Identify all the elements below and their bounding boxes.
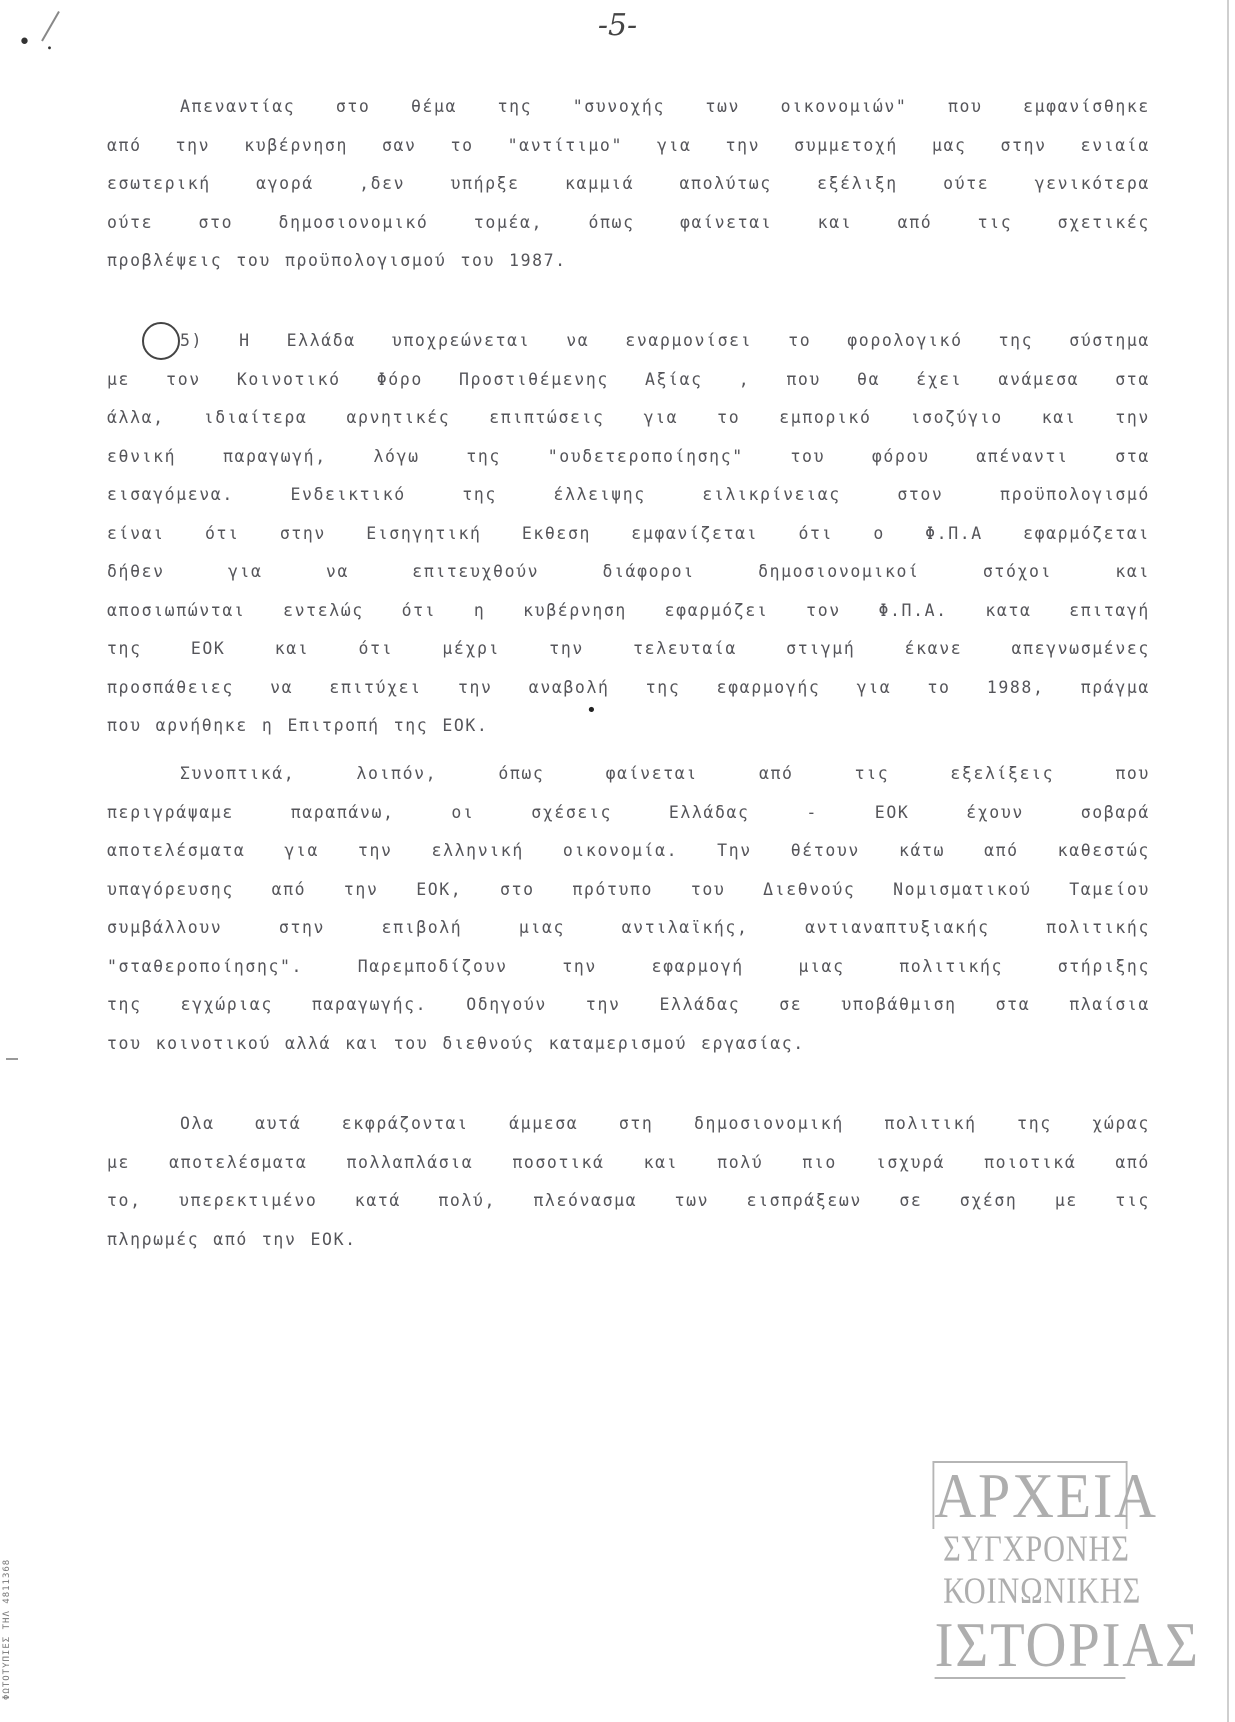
word: καθεστώς: [1057, 841, 1150, 860]
word: όπως: [498, 764, 545, 783]
word: χώρας: [1092, 1114, 1150, 1133]
word: αυτά: [255, 1114, 302, 1133]
word: ΕΟΚ: [190, 639, 226, 658]
stamp-line-4: ΙΣΤΟΡΙΑΣ: [934, 1610, 1200, 1680]
word: Απεναντίας: [180, 97, 296, 116]
word: δημοσιονομική: [693, 1114, 844, 1133]
word: τομέα,: [473, 212, 544, 232]
word: θα: [857, 369, 881, 389]
word: την: [549, 639, 584, 658]
word: ότι: [798, 523, 834, 543]
word: ελληνική: [431, 841, 524, 860]
word: τις: [977, 212, 1013, 232]
corner-mark: • .: [18, 30, 57, 55]
word: για: [643, 408, 679, 427]
word: την: [457, 677, 493, 697]
word: Νομισματικού: [893, 879, 1032, 899]
word: ΕΟΚ: [874, 802, 910, 822]
word: απεγνωσμένες: [1011, 639, 1150, 658]
word: αρνήθηκε: [155, 716, 248, 735]
word: από: [271, 879, 307, 899]
word: αποτελέσματα: [169, 1152, 308, 1172]
text-line: [107, 630, 1150, 669]
word: δημοσιονομικό: [278, 212, 429, 232]
word: από: [1115, 1152, 1150, 1172]
word: της: [107, 995, 142, 1014]
word: αντιλαϊκής,: [621, 918, 749, 937]
word: όπως: [588, 212, 635, 232]
word: και: [345, 1033, 380, 1053]
word: κατά: [354, 1191, 401, 1210]
word: από: [897, 212, 933, 232]
word: Φ.Π.Α.: [878, 600, 948, 620]
word: της: [462, 485, 497, 504]
text-line: [107, 794, 1150, 833]
word: σύστημα: [1069, 331, 1150, 350]
word: άμμεσα: [509, 1114, 579, 1133]
paragraph-2: [107, 322, 1150, 746]
word: ΕΟΚ,: [416, 879, 463, 899]
word: στον: [897, 485, 944, 504]
word: ούτε: [943, 174, 990, 193]
word: πολύ: [717, 1152, 764, 1172]
word: διεθνούς: [442, 1033, 535, 1053]
word: φαίνεται: [680, 212, 773, 232]
word: συμβάλλουν: [107, 918, 223, 937]
word: Διεθνούς: [763, 879, 856, 899]
word: επιτύχει: [329, 677, 422, 697]
word: Η: [239, 331, 251, 350]
word: διάφοροι: [602, 562, 695, 581]
word: αποσιωπώνται: [107, 600, 246, 620]
word: τον: [806, 600, 841, 620]
word: 1987.: [509, 251, 567, 270]
word: Φ.Π.Α: [925, 523, 983, 543]
word: αντιαναπτυξιακής: [805, 918, 990, 937]
word: πράγμα: [1080, 677, 1150, 697]
word: την: [357, 841, 393, 860]
word: Παρεμποδίζουν: [357, 956, 508, 976]
text-line: [107, 361, 1150, 400]
text-line: [107, 592, 1150, 631]
word: στόχοι: [982, 562, 1053, 581]
word: πολιτικής: [1046, 918, 1150, 937]
word: για: [656, 135, 692, 155]
word: με: [1054, 1191, 1078, 1210]
word: σε: [779, 995, 803, 1014]
word: "αντίτιμο": [507, 135, 623, 155]
word: στην: [279, 523, 326, 543]
word: λόγω: [373, 446, 420, 466]
word: παραγωγής.: [311, 995, 428, 1014]
ink-dot-mark: •: [586, 700, 597, 721]
word: επιταγή: [1069, 600, 1150, 620]
word: πολιτική: [884, 1114, 977, 1133]
word: Φόρο: [376, 369, 423, 389]
word: επιτευχθούν: [412, 562, 540, 581]
word: δημοσιονομικοί: [758, 562, 920, 581]
word: κοινοτικού: [155, 1033, 271, 1053]
word: συμμετοχή: [794, 135, 898, 155]
word: τις: [854, 764, 890, 783]
word: κατα: [985, 600, 1032, 620]
text-line: [107, 755, 1150, 794]
word: ΕΟΚ.: [442, 716, 489, 735]
word: "ουδετεροποίησης": [547, 446, 744, 466]
word: του: [460, 251, 496, 270]
word: σχέση: [959, 1191, 1018, 1210]
word: προβλέψεις: [107, 251, 223, 270]
word: που: [947, 97, 983, 116]
word: το: [788, 331, 812, 350]
text-line: [107, 438, 1150, 477]
word: στην: [1000, 135, 1047, 155]
word: Ελλάδας: [668, 802, 750, 822]
word: Ελλάδας: [659, 995, 741, 1014]
text-line: [107, 1221, 1150, 1260]
word: Ελλάδα: [286, 331, 356, 350]
word: προϋπολογισμού: [284, 251, 447, 270]
word: Ενδεικτικό: [290, 485, 406, 504]
word: μας: [931, 135, 967, 155]
word: στη: [618, 1114, 654, 1133]
word: μέχρι: [442, 639, 501, 658]
text-line: [107, 553, 1150, 592]
word: σοβαρά: [1080, 802, 1150, 822]
word: στιγμή: [786, 639, 856, 658]
word: απολύτως: [679, 174, 772, 193]
word: με: [107, 1152, 131, 1172]
word: περιγράψαμε: [107, 802, 234, 822]
word: Ταμείου: [1069, 879, 1150, 899]
word: ότι: [401, 600, 437, 620]
word: προσπάθειες: [107, 677, 234, 697]
word: ειλικρίνειας: [702, 485, 841, 504]
word: και: [817, 212, 853, 232]
word: επιβολή: [381, 918, 463, 937]
word: τελευταία: [633, 639, 737, 658]
word: εντελώς: [283, 600, 364, 620]
word: πολλαπλάσια: [346, 1152, 474, 1172]
word: στην: [278, 918, 326, 937]
word: το,: [107, 1191, 142, 1210]
word: θέμα: [410, 97, 458, 116]
paragraph-4: [107, 1105, 1150, 1259]
word: από: [984, 841, 1019, 860]
word: κάτω: [898, 841, 946, 860]
word: φαίνεται: [605, 764, 698, 783]
word: έχουν: [966, 802, 1024, 822]
word: σαν: [381, 135, 417, 155]
word: από: [213, 1229, 248, 1249]
word: γενικότερα: [1034, 174, 1150, 193]
text-line: [107, 322, 1150, 361]
word: των: [674, 1191, 710, 1210]
word: εξελίξεις: [950, 764, 1055, 783]
word: τις: [1115, 1191, 1150, 1210]
word: θέτουν: [790, 841, 860, 860]
word: εναρμονίσει: [625, 331, 753, 350]
word: εφαρμογής: [716, 677, 821, 697]
word: ,δεν: [359, 174, 406, 193]
word: "σταθεροποίησης".: [107, 956, 304, 976]
paragraph-3: [107, 755, 1150, 1063]
word: να: [566, 331, 590, 350]
word: ισοζύγιο: [910, 408, 1003, 427]
word: παραπάνω,: [290, 802, 395, 822]
text-line: [107, 399, 1150, 438]
word: 5): [180, 331, 204, 350]
word: Αξίας: [644, 369, 703, 389]
stamp-line-2: ΣΥΓΧΡΟΝΗΣ: [943, 1529, 1130, 1570]
word: εισπράξεων: [746, 1191, 862, 1210]
word: -: [806, 802, 818, 822]
word: πολύ,: [438, 1191, 496, 1210]
word: αναβολή: [528, 677, 610, 697]
word: για: [284, 841, 319, 860]
word: άλλα,: [107, 408, 165, 427]
word: η: [473, 600, 486, 620]
word: την: [261, 1229, 297, 1249]
word: την: [585, 995, 621, 1014]
word: και: [643, 1152, 679, 1172]
text-line: [107, 1105, 1150, 1144]
word: μιας: [518, 918, 566, 937]
word: της: [998, 331, 1034, 350]
word: κυβέρνηση: [244, 135, 348, 155]
word: μιας: [798, 956, 845, 976]
word: για: [227, 562, 263, 581]
stamp-line-3: ΚΟΙΝΩΝΙΚΗΣ: [943, 1571, 1142, 1612]
word: στα: [1115, 446, 1150, 466]
word: της: [107, 639, 142, 658]
word: ισχυρά: [875, 1152, 946, 1172]
paragraph-1: [107, 88, 1150, 281]
word: οικονομιών": [780, 97, 908, 116]
word: έκανε: [904, 639, 963, 658]
word: εγχώριας: [180, 995, 273, 1014]
word: που: [107, 716, 142, 735]
text-line: [107, 871, 1150, 910]
word: εκφράζονται: [341, 1114, 469, 1133]
word: πλεόνασμα: [533, 1191, 638, 1210]
word: την: [1115, 408, 1150, 427]
word: του: [790, 446, 826, 466]
word: πλαίσια: [1069, 995, 1150, 1014]
text-line: [107, 948, 1150, 987]
word: δήθεν: [107, 562, 165, 581]
word: πληρωμές: [107, 1229, 200, 1249]
word: οι: [451, 802, 475, 822]
word: καταμερισμού: [548, 1033, 687, 1053]
text-line: [107, 1182, 1150, 1221]
word: πρότυπο: [572, 879, 654, 899]
word: εισαγόμενα.: [107, 485, 234, 504]
word: σε: [899, 1191, 923, 1210]
word: ενιαία: [1080, 135, 1150, 155]
word: υπερεκτιμένο: [179, 1191, 318, 1210]
word: το: [450, 135, 474, 155]
page-number: -5-: [597, 8, 638, 43]
word: φορολογικό: [847, 331, 963, 350]
word: της: [1017, 1114, 1052, 1133]
word: έλλειψης: [553, 485, 646, 504]
word: εφαρμόζεται: [1023, 523, 1150, 543]
word: την: [725, 135, 761, 155]
word: παραγωγή,: [222, 446, 327, 466]
word: εργασίας.: [701, 1033, 805, 1053]
word: 1988,: [986, 677, 1045, 697]
word: Την: [717, 841, 752, 860]
word: πιο: [802, 1152, 837, 1172]
text-line: [107, 242, 1150, 281]
text-line: [107, 1025, 1150, 1064]
text-line: [107, 476, 1150, 515]
word: εξέλιξη: [817, 174, 898, 193]
word: εθνική: [107, 446, 177, 466]
text-line: [107, 986, 1150, 1025]
word: καμμιά: [565, 174, 635, 193]
word: οικονομία.: [562, 841, 679, 860]
word: Επιτροπή: [287, 716, 380, 735]
word: της: [466, 446, 501, 466]
text-line: [107, 1144, 1150, 1183]
word: από: [758, 764, 794, 783]
word: έχει: [916, 369, 963, 389]
word: εφαρμόζει: [664, 600, 769, 620]
word: σχέσεις: [531, 802, 612, 822]
word: αγορά: [256, 174, 314, 193]
word: "συνοχής: [572, 97, 665, 116]
word: του: [690, 879, 726, 899]
word: υπαγόρευσης: [107, 879, 234, 899]
word: από: [107, 135, 142, 155]
word: την: [343, 879, 379, 899]
word: εμφανίζεται: [631, 523, 759, 543]
stamp-line-1: ΑΡΧΕΙΑ: [934, 1461, 1158, 1531]
page-edge: [1227, 0, 1229, 1722]
word: Κοινοτικό: [236, 369, 341, 389]
word: σχετικές: [1057, 212, 1150, 232]
text-line: [107, 165, 1150, 204]
word: εσωτερική: [107, 174, 211, 193]
text-line: [107, 515, 1150, 554]
word: το: [717, 408, 741, 427]
word: και: [1115, 562, 1150, 581]
word: στα: [1115, 369, 1150, 389]
word: ,: [738, 369, 751, 389]
word: ότι: [204, 523, 240, 543]
word: υποχρεώνεται: [391, 331, 531, 350]
word: που: [786, 369, 821, 389]
word: Εκθεση: [521, 523, 592, 543]
word: απέναντι: [976, 446, 1069, 466]
word: αποτελέσματα: [107, 841, 246, 860]
word: ούτε: [107, 212, 154, 232]
word: κυβέρνηση: [523, 600, 627, 620]
word: να: [325, 562, 349, 581]
word: του: [393, 1033, 429, 1053]
word: που: [1115, 764, 1150, 783]
word: με: [107, 369, 131, 389]
text-line: [107, 669, 1150, 708]
text-line: [107, 204, 1150, 243]
text-line: [107, 832, 1150, 871]
word: ποιοτικά: [984, 1152, 1077, 1172]
word: της: [645, 677, 681, 697]
margin-tick: [6, 1058, 18, 1060]
archive-stamp: [924, 1461, 1200, 1680]
word: των: [705, 97, 741, 116]
word: η: [261, 716, 274, 735]
text-line: [107, 707, 1150, 746]
word: στο: [198, 212, 234, 232]
word: και: [1041, 408, 1077, 427]
word: στο: [500, 879, 535, 899]
word: ιδιαίτερα: [203, 408, 308, 427]
word: ανάμεσα: [998, 369, 1080, 389]
text-line: [107, 127, 1150, 166]
text-line: [107, 88, 1150, 127]
word: Εισηγητική: [366, 523, 482, 543]
word: τον: [166, 369, 201, 389]
word: Συνοπτικά,: [180, 764, 296, 783]
word: στα: [995, 995, 1031, 1014]
side-imprint: ΦΩΤΟΤΥΠΙΕΣ ΤΗΛ 4811368: [2, 1558, 12, 1700]
word: ο: [873, 523, 885, 543]
word: υπήρξε: [450, 174, 520, 193]
word: την: [562, 956, 597, 976]
word: λοιπόν,: [356, 764, 438, 783]
word: είναι: [107, 523, 165, 543]
word: για: [856, 677, 892, 697]
word: την: [175, 135, 211, 155]
word: και: [274, 639, 310, 658]
word: Οδηγούν: [466, 995, 547, 1014]
word: υποβάθμιση: [841, 995, 957, 1014]
word: της: [393, 716, 429, 735]
word: να: [270, 677, 294, 697]
word: της: [497, 97, 533, 116]
word: του: [236, 251, 271, 270]
word: ΕΟΚ.: [310, 1229, 357, 1249]
text-line: [107, 909, 1150, 948]
word: Ολα: [180, 1114, 215, 1133]
word: αλλά: [284, 1033, 332, 1053]
word: στο: [335, 97, 371, 116]
word: ποσοτικά: [512, 1152, 605, 1172]
word: του: [107, 1033, 142, 1053]
word: προϋπολογισμό: [1000, 485, 1150, 504]
word: ότι: [358, 639, 394, 658]
word: στήριξης: [1057, 956, 1150, 976]
word: Προστιθέμενης: [458, 369, 609, 389]
word: το: [927, 677, 951, 697]
word: αρνητικές: [346, 408, 451, 427]
word: εφαρμογή: [651, 956, 744, 976]
word: πολιτικής: [899, 956, 1004, 976]
word: εμπορικό: [779, 408, 872, 427]
word: εμφανίσθηκε: [1023, 97, 1150, 116]
word: φόρου: [871, 446, 930, 466]
word: επιπτώσεις: [489, 408, 605, 427]
